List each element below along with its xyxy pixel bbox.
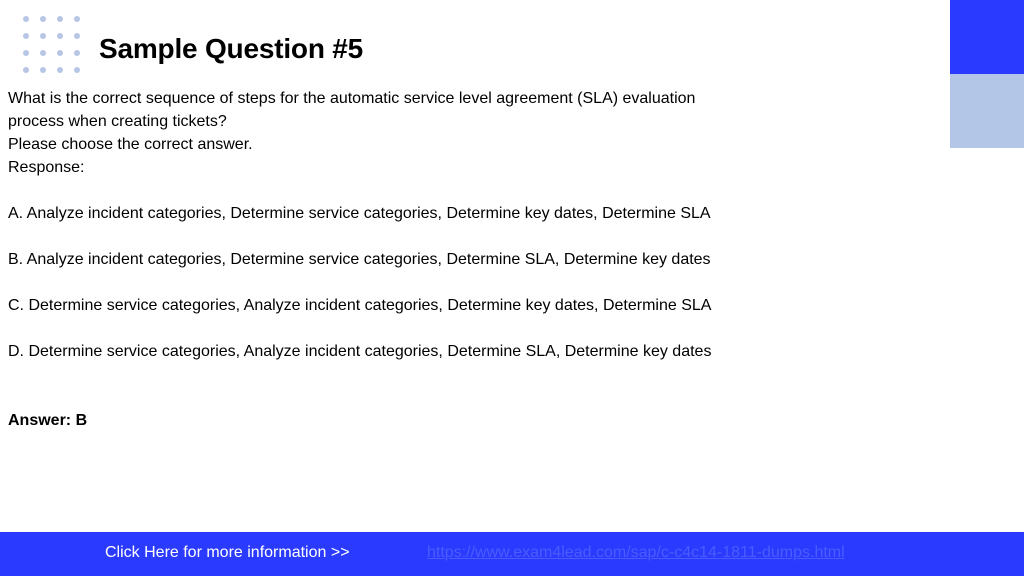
dot-decoration — [40, 16, 46, 22]
question-line: process when creating tickets? — [8, 113, 227, 130]
dot-decoration — [74, 50, 80, 56]
instruction-line: Please choose the correct answer. — [8, 136, 253, 153]
dot-decoration — [57, 33, 63, 39]
correct-answer: Answer: B — [8, 412, 88, 429]
dot-decoration — [57, 67, 63, 73]
dot-decoration — [40, 67, 46, 73]
footer-bar — [0, 532, 1024, 576]
footer-exam-link[interactable]: https://www.exam4lead.com/sap/c-c4c14-1811-dumps.html — [427, 544, 845, 561]
dot-decoration — [40, 50, 46, 56]
dot-decoration — [74, 67, 80, 73]
answer-option-c: C. Determine service categories, Analyze incident categories, Determine key dates, Determine SLA — [8, 297, 712, 314]
dot-decoration — [23, 33, 29, 39]
dot-decoration — [23, 67, 29, 73]
answer-option-d: D. Determine service categories, Analyze incident categories, Determine SLA, Determine key dates — [8, 343, 712, 360]
dot-decoration — [74, 33, 80, 39]
footer-info-text: Click Here for more information >> — [105, 544, 350, 561]
dot-decoration — [23, 16, 29, 22]
dot-decoration — [23, 50, 29, 56]
dot-decoration — [74, 16, 80, 22]
page-title: Sample Question #5 — [99, 33, 364, 64]
question-text — [8, 87, 808, 179]
dot-decoration — [40, 33, 46, 39]
answer-option-b: B. Analyze incident categories, Determine service categories, Determine SLA, Determine key dates — [8, 251, 711, 268]
question-line: What is the correct sequence of steps for the automatic service level agreement (SLA) evaluation — [8, 90, 696, 107]
accent-block-blue — [950, 0, 1024, 74]
response-label: Response: — [8, 159, 85, 176]
dot-decoration — [57, 50, 63, 56]
accent-block-light-blue — [950, 74, 1024, 148]
answer-option-a: A. Analyze incident categories, Determine service categories, Determine key dates, Determine SLA — [8, 205, 711, 222]
dot-decoration — [57, 16, 63, 22]
decorative-dot-grid — [23, 16, 85, 76]
